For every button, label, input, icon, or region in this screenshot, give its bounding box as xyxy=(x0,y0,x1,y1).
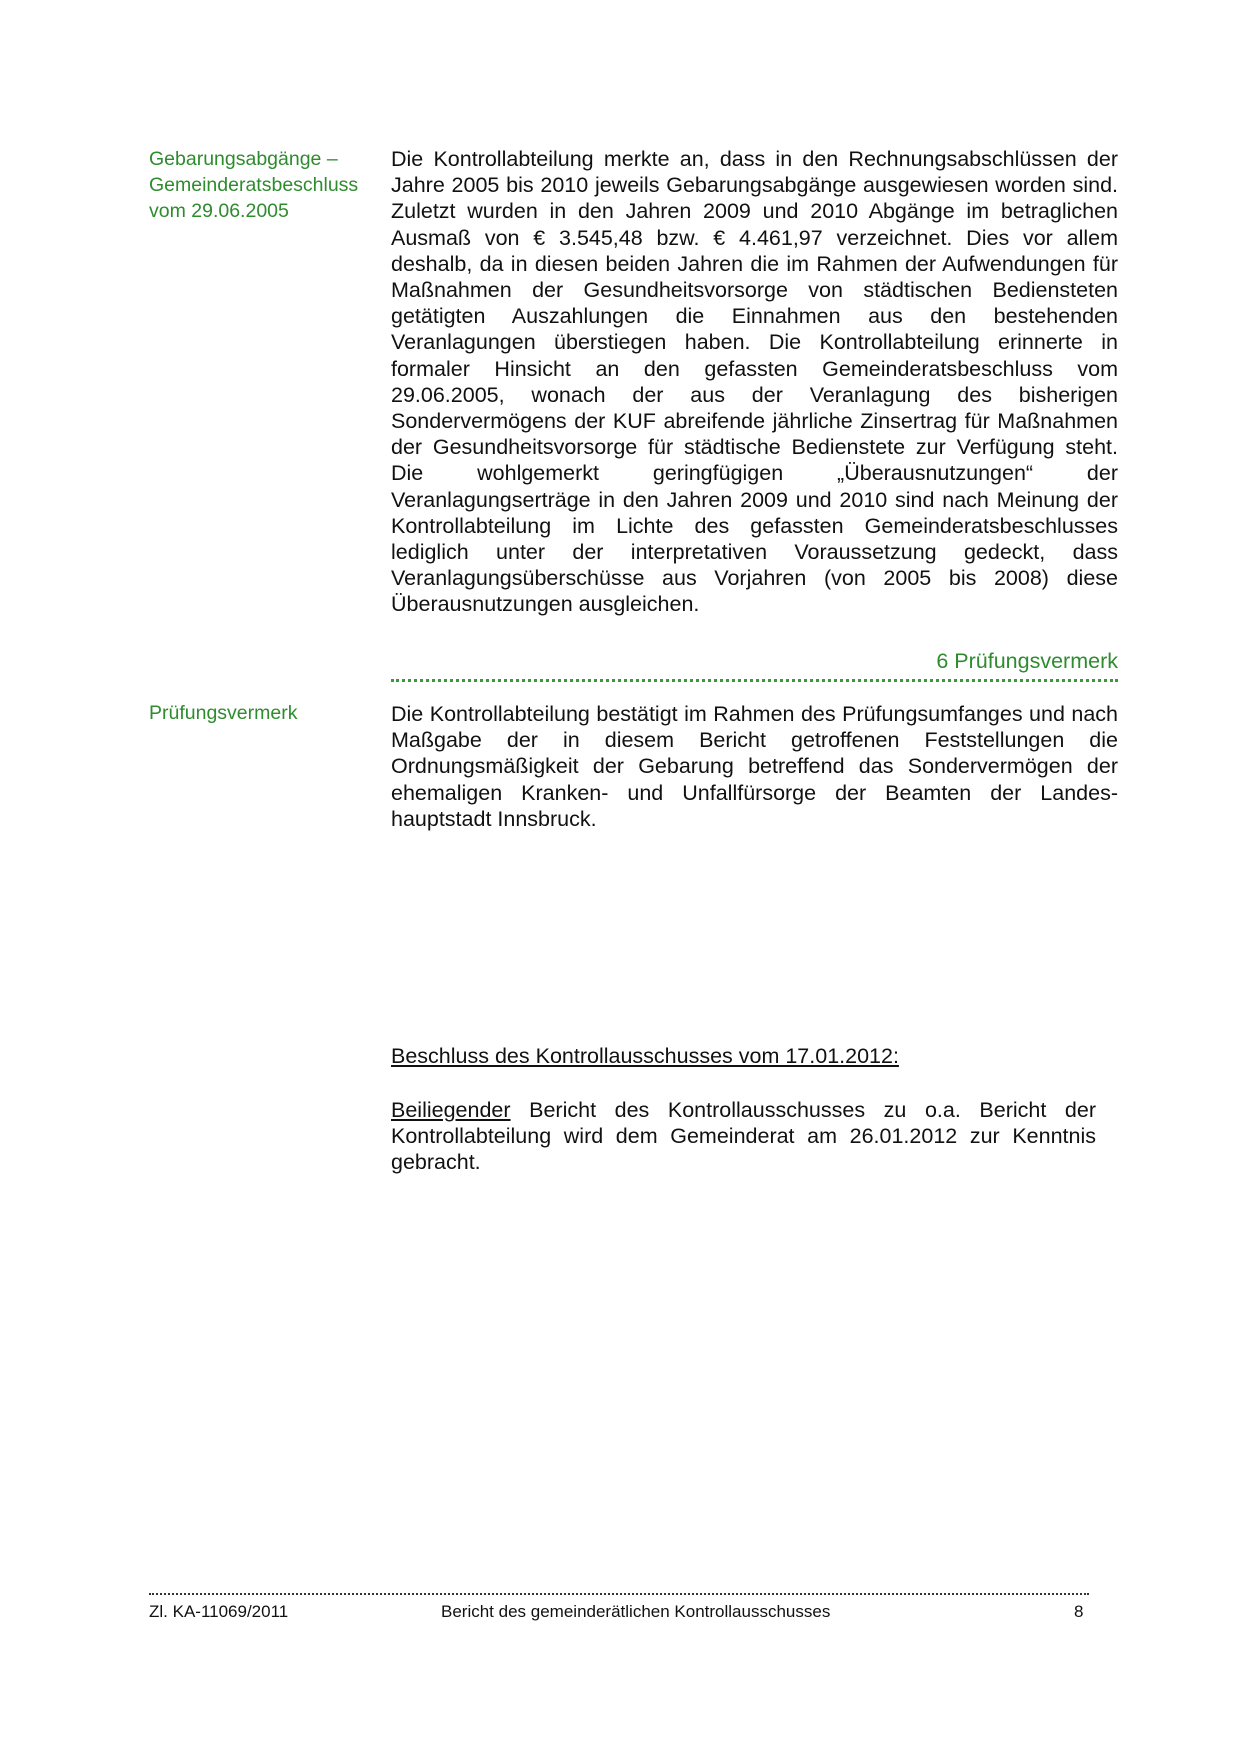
resolution-text xyxy=(391,1097,1096,1176)
footer-report-title: Bericht des gemeinderätlichen Kontrollausschusses xyxy=(441,1602,831,1621)
resolution-heading: Beschluss des Kontrollausschusses vom 17.01.2012: xyxy=(391,1044,899,1068)
paragraph-pruefungsvermerk: Die Kontrollabteilung bestätigt im Rahmen des Prüfungsumfanges und nach Maßgabe der in diesem Bericht getroffenen Feststellungen die Ordnungsmäßigkeit der Gebarung betreffend das Sondervermögen der ehemaligen Kranken- und Unfallfürsorge der Beamten der Landeshauptstadt Innsbruck. xyxy=(391,702,1118,831)
footer-reference: Zl. KA-11069/2011 xyxy=(149,1602,289,1621)
section-heading-pruefungsvermerk: 6 Prüfungsvermerk xyxy=(936,649,1118,673)
section-divider xyxy=(391,679,1118,682)
resolution-lead-word: Beiliegender xyxy=(391,1098,511,1122)
footer-divider xyxy=(149,1593,1089,1595)
margin-note-gebarungsabgaenge: Gebarungsabgänge – Gemeinderatsbeschluss vom 29.06.2005 xyxy=(149,148,359,222)
footer-page-number: 8 xyxy=(1074,1602,1084,1621)
paragraph-gebarungsabgaenge: Die Kontrollabteilung merkte an, dass in den Rechnungsabschlüssen der Jahre 2005 bis 2010 jeweils Gebarungsabgänge ausgewiesen worden sind. Zuletzt wurden in den Jahren 2009 und 2010 Abgänge im betraglichen Ausmaß von € 3.545,48 bzw. € 4.461,97 verzeichnet. Dies vor allem deshalb, da in diesen beiden Jahren die im Rahmen der Aufwendungen für Maßnahmen der Gesundheitsvorsorge von städtischen Bediensteten getätigten Auszahlungen die Einnahmen aus den bestehenden Veranlagungen überstiegen haben. Die Kontrollabteilung erinnerte in formaler Hinsicht an den gefassten Gemeinderatsbeschluss vom 29.06.2005, wonach der aus der Veranlagung des bisherigen Sondervermögens der KUF abreifende jährliche Zinsertrag für Maßnahmen der Gesundheitsvorsorge für städtische Bedienstete zur Verfügung steht. Die wohlgemerkt geringfügigen „Überausnutzungen“ der Veranlagungserträge in den Jahren 2009 und 2010 sind nach Meinung der Kontrollabteilung im Lichte des gefassten Gemeinderatsbeschlusses lediglich unter der interpretativen Voraussetzung gedeckt, dass Veranlagungsüberschüsse aus Vorjahren (von 2005 bis 2008) diese Überausnutzungen ausgleichen. xyxy=(391,147,1118,617)
resolution-body: Bericht des Kontrollausschusses zu o.a. Bericht der Kontrollabteilung wird dem Gemeinderat am 26.01.2012 zur Kenntnis gebracht. xyxy=(391,1098,1096,1175)
margin-note-pruefungsvermerk: Prüfungsvermerk xyxy=(149,702,298,724)
